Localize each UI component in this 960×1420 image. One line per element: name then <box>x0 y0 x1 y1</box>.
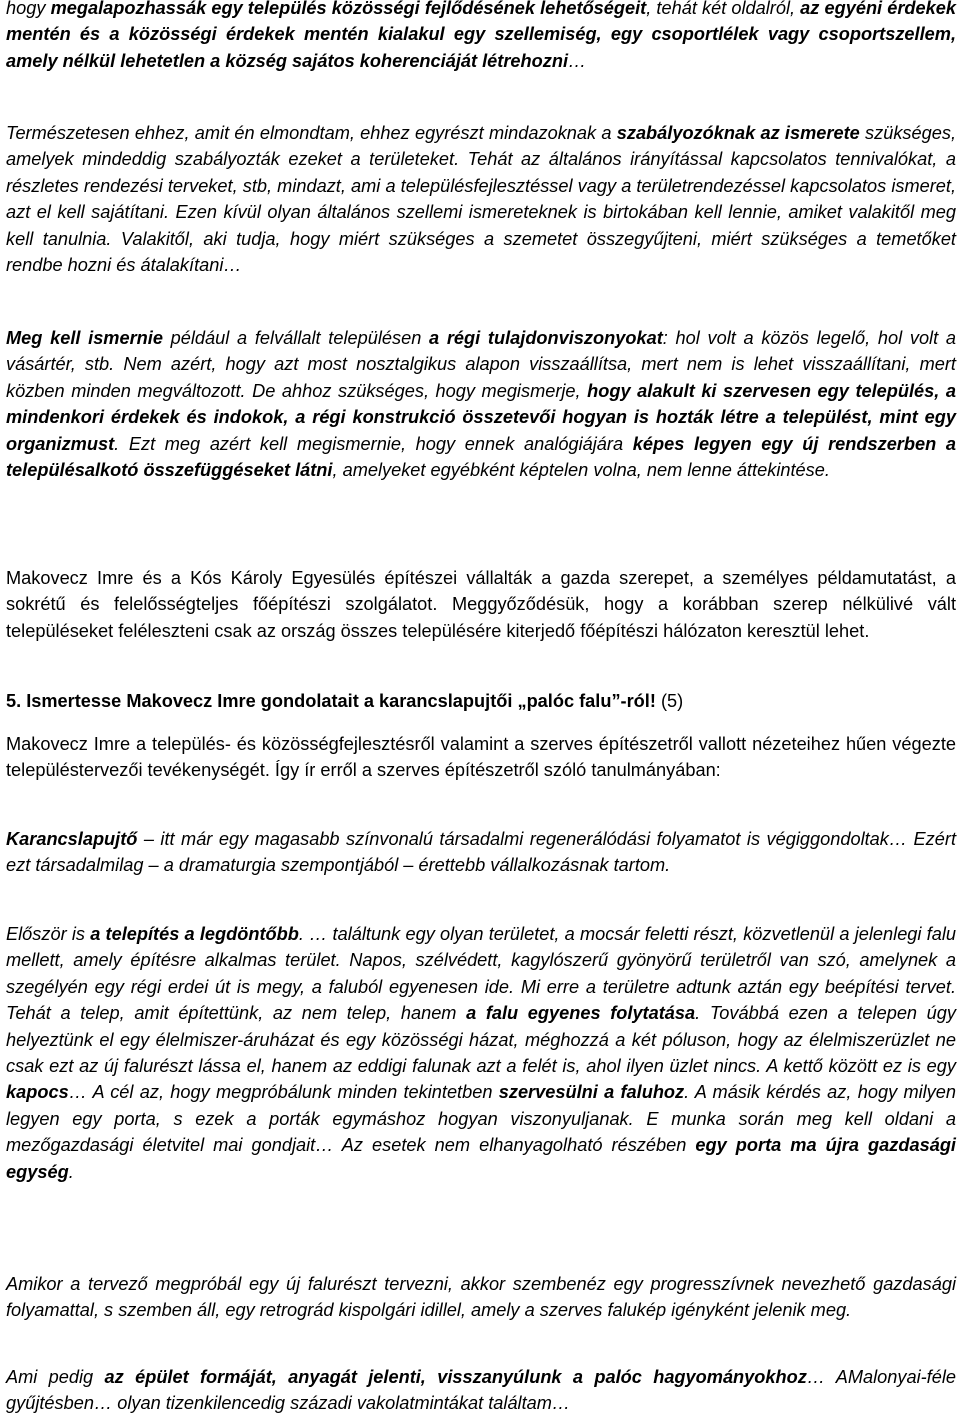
text-run: szabályozóknak az ismerete <box>616 123 860 143</box>
text-run: képes legyen egy új rendszerben a településalkotó összefüggéseket látni <box>6 433 956 481</box>
text-run: szervesülni a faluhoz <box>498 1082 685 1103</box>
paragraph-4 <box>6 565 956 644</box>
text-run: . <box>114 433 120 454</box>
text-run: – itt már egy magasabb színvonalú társadalmi regenerálódási folyamatot is végiggondoltak… Ezért ezt társadalmilag – a dramaturgia szempontjából – érettebb vállalkozásnak tartom. <box>6 829 956 876</box>
text-run: … AMalonyai-féle gyűjtésben… olyan tizenkilencedig századi vakolatmintákat találtam… <box>6 1367 956 1414</box>
text-run: E munka során meg kell oldani a mezőgazdasági életvitel mai gondjait… <box>6 1108 957 1156</box>
text-run: Ezt meg azért kell megismernie, hogy ennek analógiájára <box>119 433 633 454</box>
paragraph-8 <box>6 921 956 1185</box>
text-run: … <box>568 50 587 71</box>
text-run: A kettő között ez is egy <box>761 1056 956 1077</box>
text-run: Meg kell ismernie <box>6 328 163 348</box>
text-run: Továbbá ezen a telepen úgy helyeztünk el egy élelmiszer-áruházat és egy közösségi házat, méghozzá a két póluson, hogy az élelmiszerüzlet ne csak ezt az új falurészt lássa el, hanem az eddigi falunak azt a felét is, ahol ilyen üzlet nincs. <box>6 1003 956 1077</box>
text-run: Természetesen ehhez, amit én elmondtam, ehhez egyrészt mindazoknak a <box>6 123 617 143</box>
text-run: Ezen kívül olyan általános szellemi ismereteknek is birtokában kell lennie, amiket valakitől meg kell tanulnia. <box>6 202 956 249</box>
text-run: Tehát az általános irányítással kapcsolatos tennivalókat, a részletes rendezési terveket, stb, mindazt, ami a településfejlesztéssel vagy a területrendezéssel kapcsolatos ismeret, azt el kell sajátítani. <box>6 149 956 223</box>
text-run: szükséges, amelyek mindeddig szabályozták ezeket a területeket. <box>6 123 956 170</box>
text-run: az épület formáját, anyagát jelenti, visszanyúlunk a palóc hagyományokhoz <box>104 1367 807 1387</box>
paragraph-3 <box>6 325 956 483</box>
text-run: Ami pedig <box>6 1367 105 1387</box>
text-run: A másik kérdés az, hogy milyen legyen egy porta, s ezek a porták egymáshoz hogyan viszonyuljanak. <box>6 1082 956 1129</box>
text-run: Először is <box>6 924 91 944</box>
text-run: hogy <box>6 0 51 18</box>
text-run: . <box>695 1003 701 1024</box>
text-run: Az esetek nem elhanyagolható részében <box>333 1135 696 1156</box>
text-run: egy porta ma újra gazdasági egység <box>6 1135 956 1182</box>
paragraph-6 <box>6 731 956 784</box>
text-run: kapocs <box>6 1082 69 1103</box>
paragraph-10 <box>6 1364 956 1417</box>
text-run: a telepítés a legdöntőbb <box>90 924 299 944</box>
paragraph-2 <box>6 120 956 278</box>
text-run: Karancslapujtő <box>6 829 138 849</box>
text-run: , amelyeket egyébként képtelen volna, nem lenne áttekintése. <box>332 460 830 481</box>
text-run: Tehát a telep, amit építettünk, az nem telep, hanem <box>6 1003 467 1024</box>
text-run: Amikor a tervező megpróbál egy új falurészt tervezni, akkor szembenéz egy progresszívnek nevezhető gazdasági folyamattal, s szemben áll, egy retrográd kispolgári idillel, amely a szerves falukép igényként jelenik meg. <box>6 1274 956 1321</box>
text-run: : hol volt a közös legelő, hol volt a vásártér, stb. <box>6 328 956 375</box>
text-run: például a felvállalt településen <box>162 328 430 348</box>
paragraph-9 <box>6 1271 956 1324</box>
text-run: Mi erre a területre adtunk aztán egy beépítési tervet. <box>514 976 957 997</box>
text-run: a régi tulajdonviszonyokat <box>429 328 663 348</box>
text-run: Nem azért, hogy azt most nosztalgikus alapon visszaállítsa, mert nem is lehet visszaállítani, mert közben minden megváltozott. <box>6 354 956 401</box>
text-run: Napos, szélvédett, kagylószerű gyönyörű területről van szó, amelynek a szegélyén egy régi erdei út is megy, a faluból egyenesen ide. <box>6 950 956 997</box>
text-run: , tehát két oldalról, <box>646 0 801 18</box>
text-run: … A cél az, hogy megpróbálunk minden tekintetben <box>68 1082 499 1103</box>
section-heading-5 <box>6 688 956 714</box>
text-run: hogy alakult ki szervesen egy település, a mindenkori érdekek és indokok, a régi konstrukció összetevői hogyan is hozták létre a települést, mint egy organizmust <box>6 380 957 454</box>
text-run: . … találtunk egy olyan területet, a mocsár feletti részt, közvetlenül a jelenlegi falu mellett, amely építésre alkalmas terület. <box>6 924 957 971</box>
text-run: De ahhoz szükséges, hogy megismerje, <box>245 380 588 401</box>
text-run: megalapozhassák egy település közösségi fejlődésének lehetőségeit <box>50 0 647 18</box>
paragraph-1 <box>6 0 956 74</box>
text-run: (5) <box>655 691 684 711</box>
text-run: Makovecz Imre és a Kós Károly Egyesülés építészei vállalták a gazda szerepet, a személyes példamutatást, a sokrétű és felelősségteljes főépítészi szolgálatot. Meggyőződésük, hogy a korábban szerep nélkülivé vált településeket feléleszteni csak az ország összes településére kiterjedő főépítészi hálózaton keresztül lehet. <box>6 568 956 641</box>
text-run: az egyéni érdekek mentén és a közösségi érdekek mentén kialakul egy szellemiség, egy csoportlélek vagy csoportszellem, amely nélkül lehetetlen a község sajátos koherenciáját létrehozni <box>6 0 956 71</box>
text-run: Valakitől, aki tudja, hogy miért szükséges a szemetet összegyűjteni, miért szükséges a temetőket rendbe hozni és átalakítani… <box>6 228 956 276</box>
text-run: a falu egyenes folytatása <box>466 1003 696 1024</box>
text-run: . <box>68 1161 74 1182</box>
text-run: Makovecz Imre a település- és közösségfejlesztésről valamint a szerves építészetről vallott nézeteihez hűen végezte településtervezői tevékenységét. Így ír erről a szerves építészetről szóló tanulmányában: <box>6 734 956 781</box>
text-run: . <box>684 1082 690 1103</box>
text-run: 5. Ismertesse Makovecz Imre gondolatait a karancslapujtői „palóc falu”-ról! <box>6 691 656 711</box>
paragraph-7 <box>6 826 956 879</box>
